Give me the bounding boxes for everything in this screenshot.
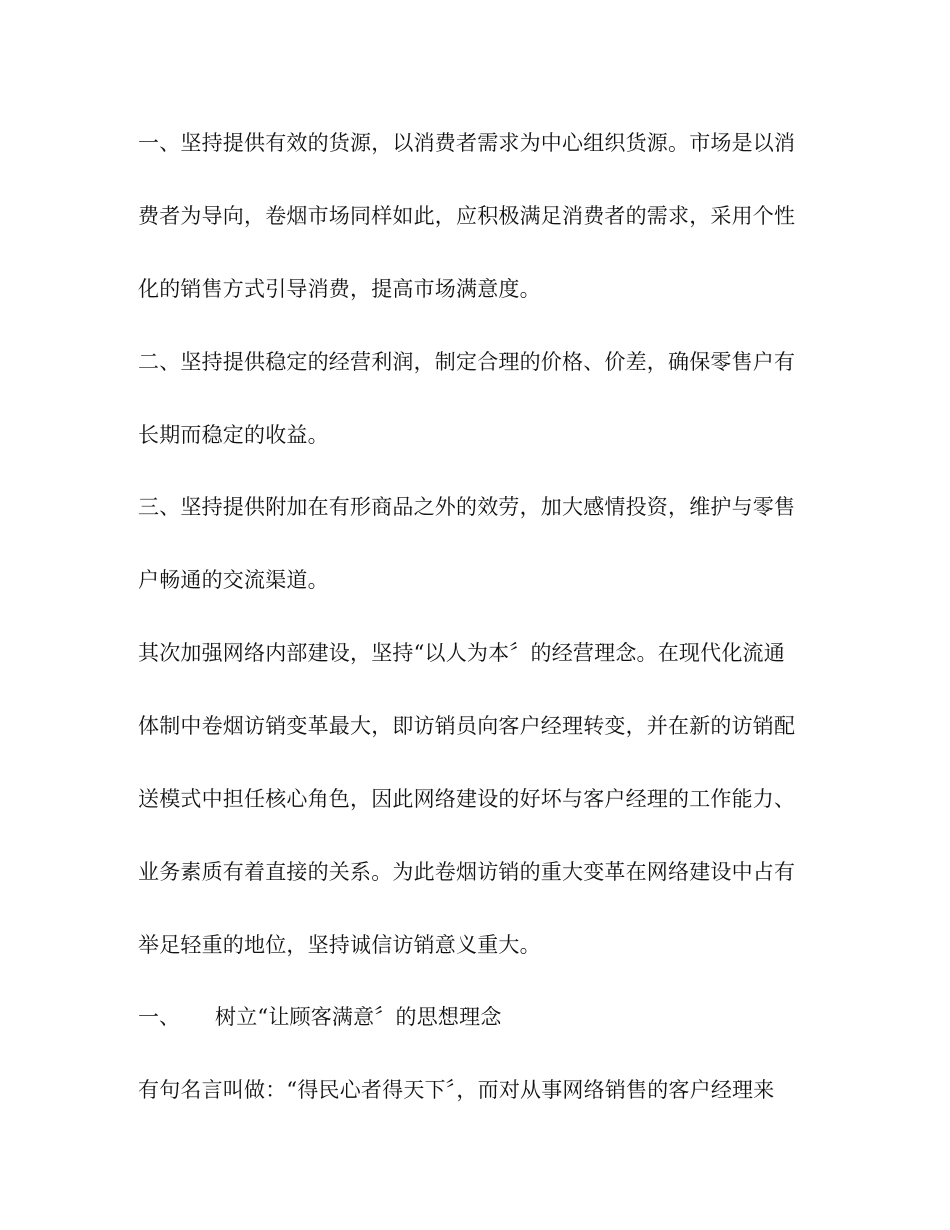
paragraph-line: 二、坚持提供稳定的经营利润，制定合理的价格、价差，确保零售户有: [138, 350, 796, 374]
paragraph-line: 送模式中担任核心角色，因此网络建设的好坏与客户经理的工作能力、: [138, 787, 796, 811]
paragraph-line: 化的销售方式引导消费，提高市场满意度。: [138, 277, 541, 301]
section-heading-text: 树立“让顾客满意〞的思想理念: [215, 1005, 502, 1029]
paragraph-line: 户畅通的交流渠道。: [138, 568, 329, 592]
paragraph-line: 三、坚持提供附加在有形商品之外的效劳，加大感情投资，维护与零售: [138, 495, 796, 519]
paragraph-line: 长期而稳定的收益。: [138, 423, 329, 447]
paragraph-line: 费者为导向，卷烟市场同样如此，应积极满足消费者的需求，采用个性: [138, 204, 796, 228]
paragraph-line: 一、坚持提供有效的货源，以消费者需求为中心组织货源。市场是以消: [138, 131, 796, 155]
paragraph-line: 体制中卷烟访销变革最大，即访销员向客户经理转变，并在新的访销配: [138, 714, 796, 738]
section-heading-number: 一、: [138, 1005, 180, 1029]
paragraph-line: 其次加强网络内部建设，坚持“以人为本〞的经营理念。在现代化流通: [138, 641, 785, 665]
paragraph-line: 业务素质有着直接的关系。为此卷烟访销的重大变革在网络建设中占有: [138, 860, 796, 884]
paragraph-line: 有句名言叫做：“得民心者得天下〞，而对从事网络销售的客户经理来: [138, 1078, 775, 1102]
paragraph-line: 举足轻重的地位，坚持诚信访销意义重大。: [138, 933, 541, 957]
